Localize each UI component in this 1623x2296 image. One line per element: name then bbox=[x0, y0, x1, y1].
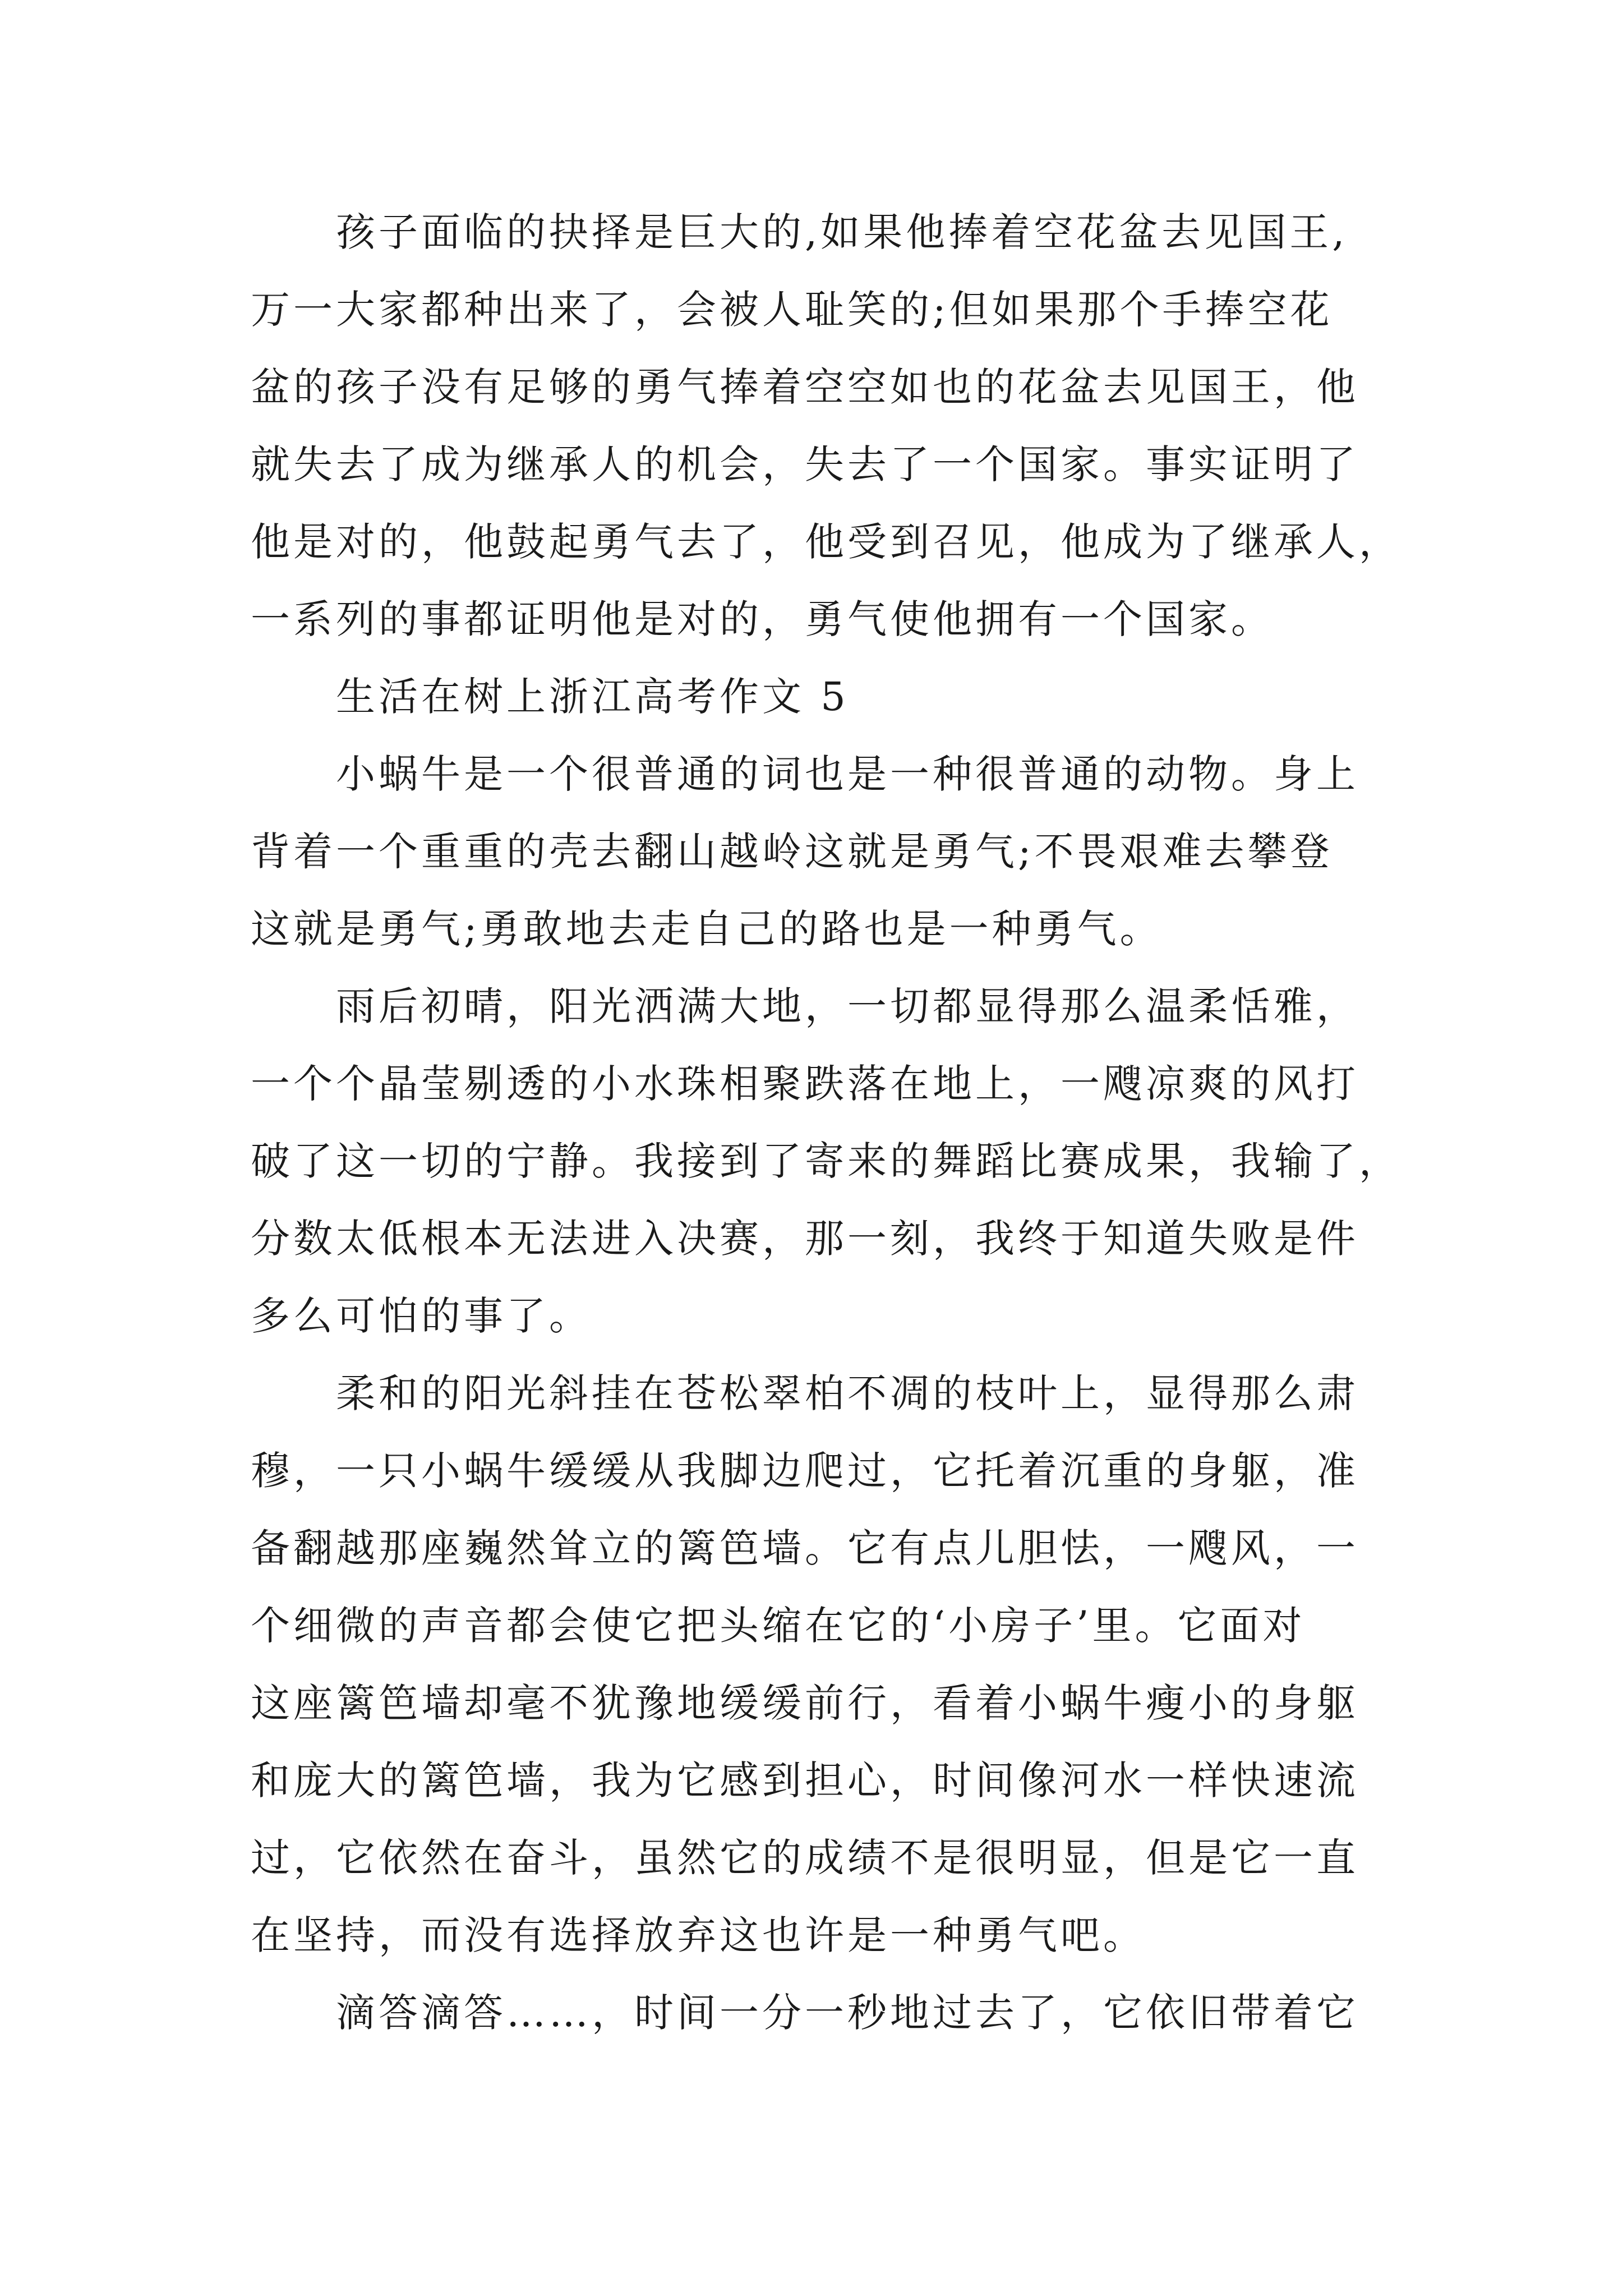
text-line: 在坚持，而没有选择放弃这也许是一种勇气吧。 bbox=[251, 1912, 1146, 1958]
text-line: 一系列的事都证明他是对的，勇气使他拥有一个国家。 bbox=[251, 596, 1274, 642]
text-line: 万一大家都种出来了，会被人耻笑的;但如果那个手捧空花 bbox=[251, 287, 1333, 333]
text-line: 滴答滴答……，时间一分一秒地过去了，它依旧带着它 bbox=[336, 1990, 1359, 2036]
text-line: 过，它依然在奋斗，虽然它的成绩不是很明显，但是它一直 bbox=[251, 1835, 1359, 1881]
paragraph-choice bbox=[251, 194, 1406, 658]
text-line: 破了这一切的宁静。我接到了寄来的舞蹈比赛成果，我输了， bbox=[251, 1138, 1401, 1184]
text-line: 这就是勇气;勇敢地去走自己的路也是一种勇气。 bbox=[251, 906, 1163, 952]
text-line: 就失去了成为继承人的机会，失去了一个国家。事实证明了 bbox=[251, 441, 1359, 487]
paragraph-snail-climb bbox=[251, 1355, 1406, 1974]
text-line: 雨后初晴，阳光洒满大地，一切都显得那么温柔恬雅， bbox=[336, 983, 1359, 1029]
text-line: 多么可怕的事了。 bbox=[251, 1293, 592, 1339]
text-line: 备翻越那座巍然耸立的篱笆墙。它有点儿胆怯，一飕风，一 bbox=[251, 1525, 1359, 1571]
section-heading bbox=[251, 658, 1406, 735]
text-line: 个细微的声音都会使它把头缩在它的‘小房子’里。它面对 bbox=[251, 1603, 1306, 1649]
heading-text: 生活在树上浙江高考作文 5 bbox=[336, 674, 849, 720]
text-line: 背着一个重重的壳去翻山越岭这就是勇气;不畏艰难去攀登 bbox=[251, 829, 1333, 875]
paragraph-snail-intro bbox=[251, 735, 1406, 968]
text-line: 穆，一只小蜗牛缓缓从我脚边爬过，它托着沉重的身躯，准 bbox=[251, 1448, 1359, 1494]
paragraph-after-rain bbox=[251, 968, 1406, 1355]
paragraph-ticking bbox=[251, 1974, 1406, 2051]
text-line: 他是对的，他鼓起勇气去了，他受到召见，他成为了继承人， bbox=[251, 519, 1401, 565]
text-line: 这座篱笆墙却毫不犹豫地缓缓前行，看着小蜗牛瘦小的身躯 bbox=[251, 1680, 1359, 1726]
text-line: 孩子面临的抉择是巨大的,如果他捧着空花盆去见国王, bbox=[336, 209, 1348, 255]
text-line: 和庞大的篱笆墙，我为它感到担心，时间像河水一样快速流 bbox=[251, 1757, 1359, 1803]
text-line: 小蜗牛是一个很普通的词也是一种很普通的动物。身上 bbox=[336, 751, 1359, 797]
text-line: 柔和的阳光斜挂在苍松翠柏不凋的枝叶上，显得那么肃 bbox=[336, 1370, 1359, 1416]
document-body bbox=[251, 194, 1406, 2051]
text-line: 分数太低根本无法进入决赛，那一刻，我终于知道失败是件 bbox=[251, 1216, 1359, 1262]
text-line: 盆的孩子没有足够的勇气捧着空空如也的花盆去见国王，他 bbox=[251, 364, 1359, 410]
text-line: 一个个晶莹剔透的小水珠相聚跌落在地上，一飕凉爽的风打 bbox=[251, 1061, 1359, 1107]
